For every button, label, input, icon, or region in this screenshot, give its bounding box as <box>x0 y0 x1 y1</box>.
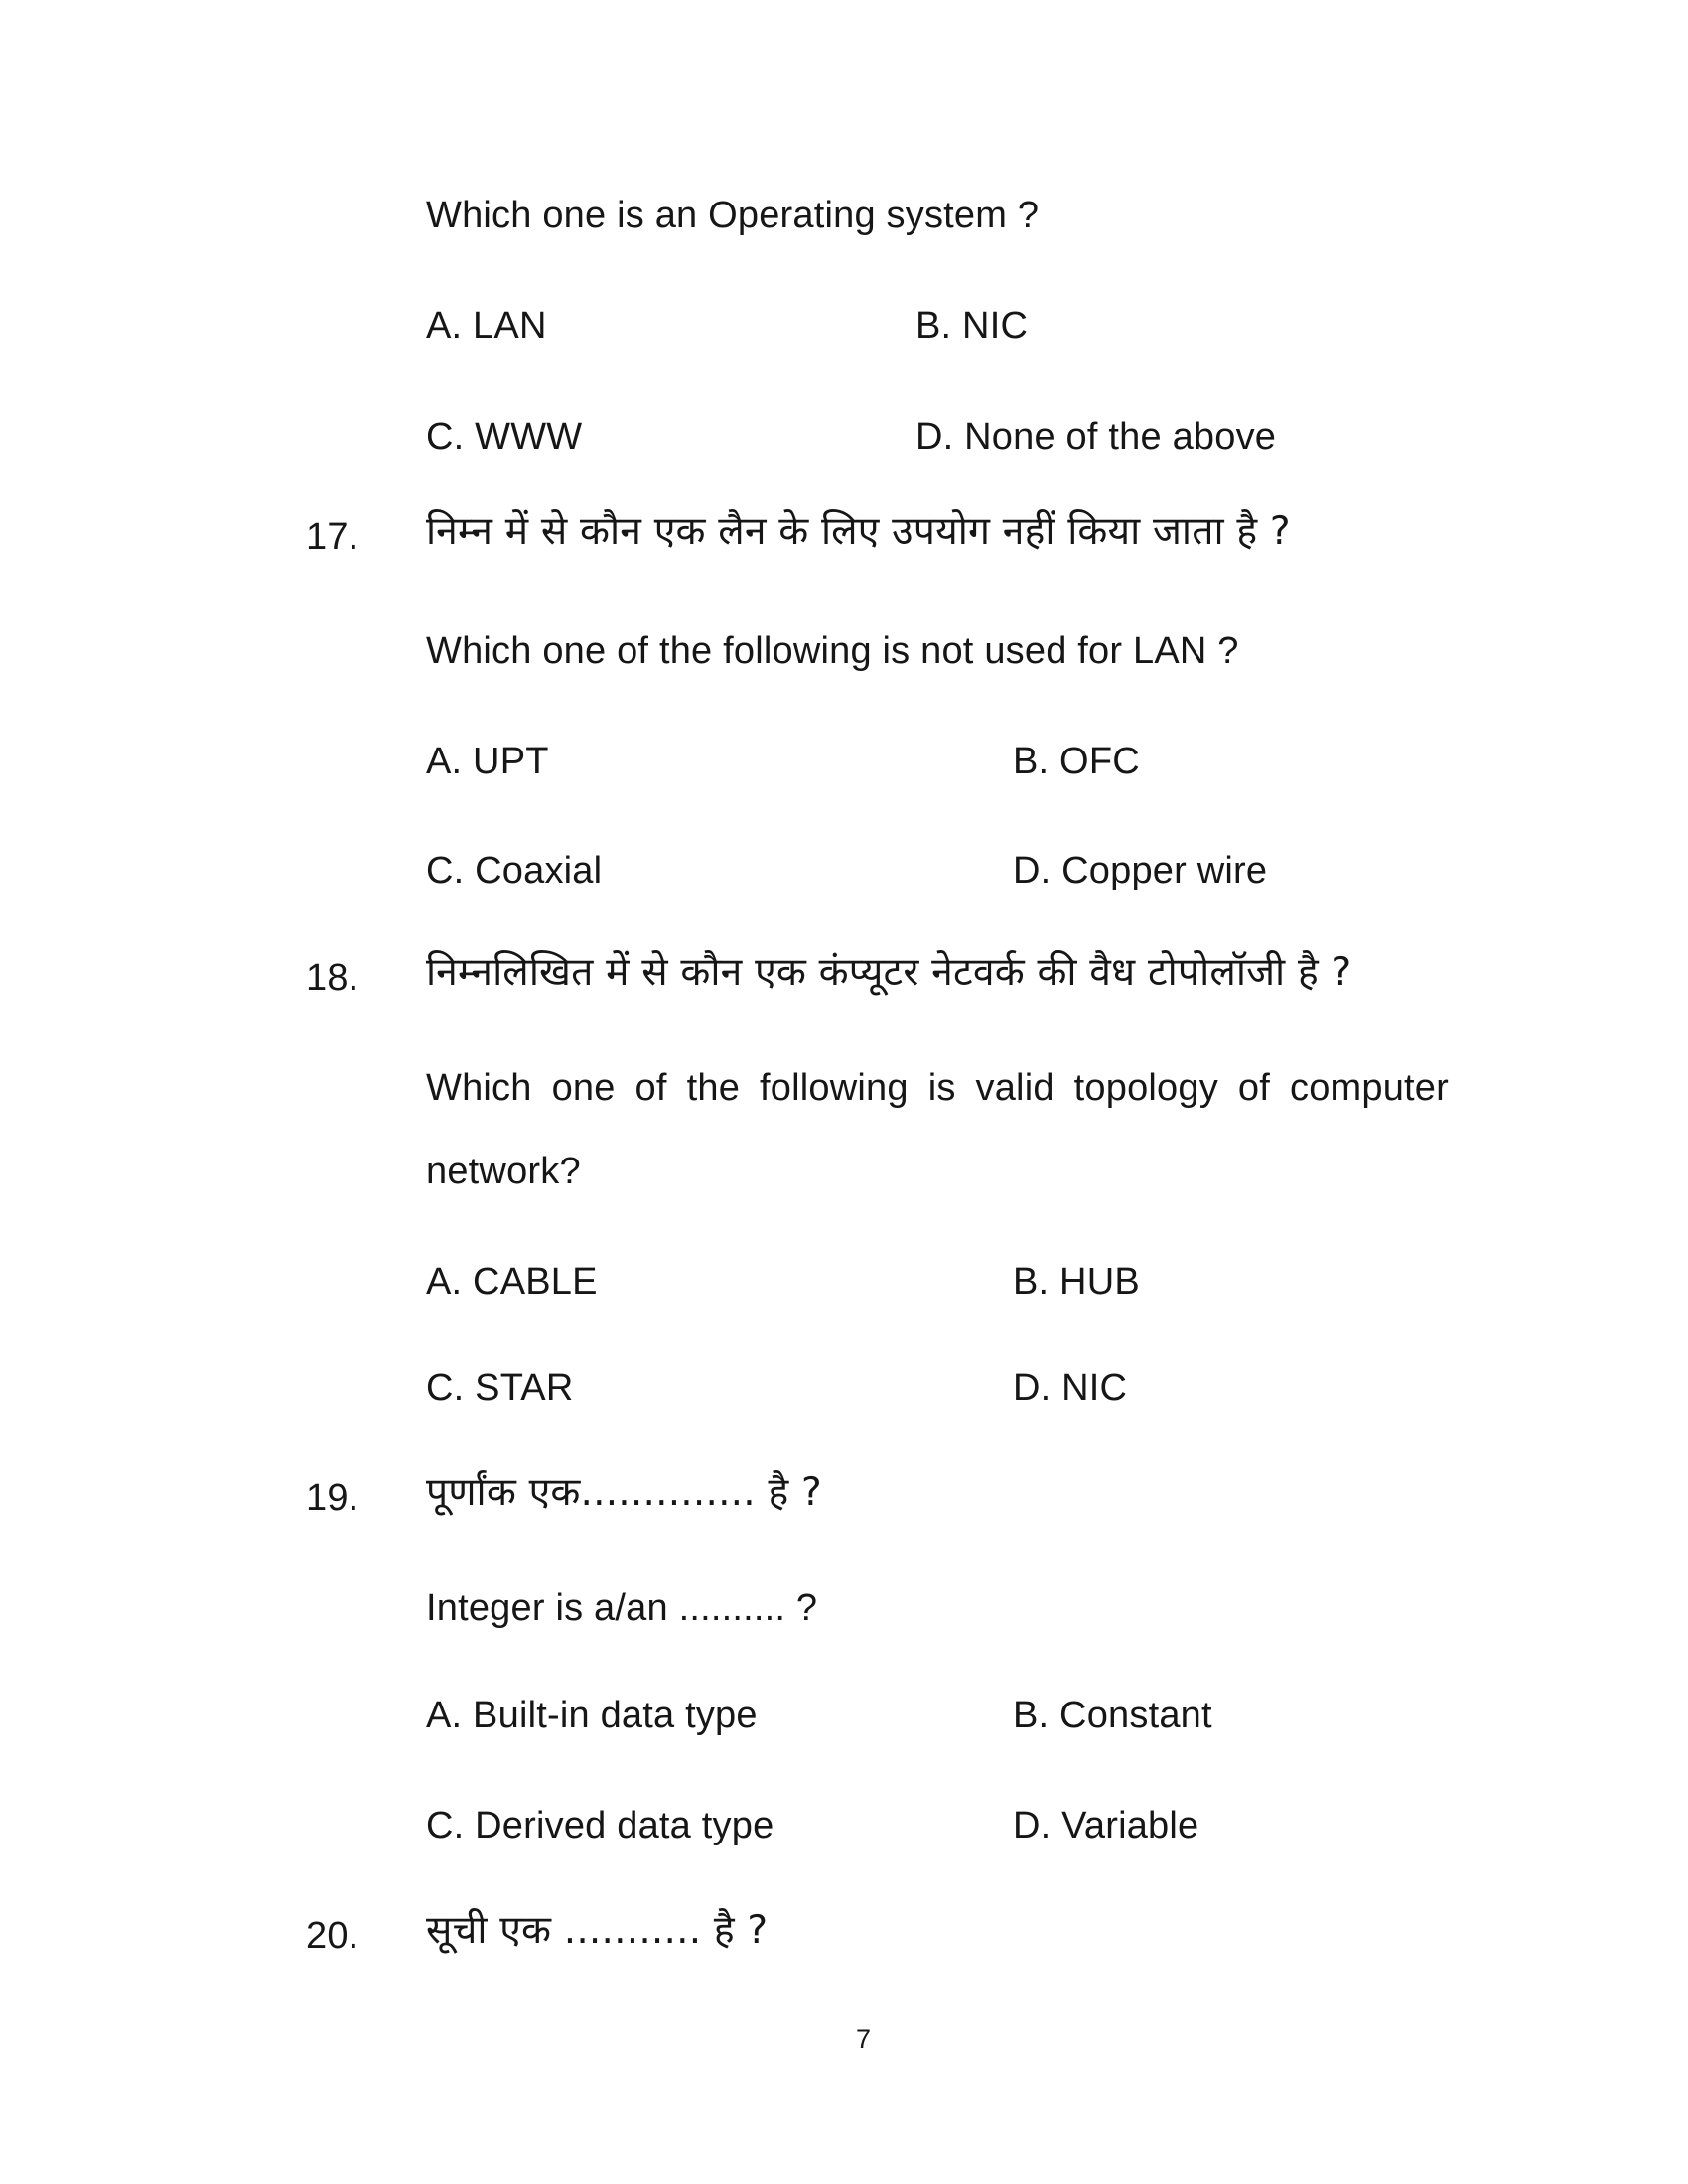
question-20-hindi: सूची एक ........... है ? <box>426 1908 769 1953</box>
question-19-english: Integer is a/an .......... ? <box>426 1587 818 1629</box>
question-16-english: Which one is an Operating system ? <box>426 195 1040 236</box>
question-19-option-b: B. Constant <box>1013 1695 1212 1736</box>
question-17-option-a: A. UPT <box>426 741 549 782</box>
question-18-hindi: निम्नलिखित में से कौन एक कंप्यूटर नेटवर्क की वैध टोपोलॉजी है ? <box>426 950 1352 995</box>
question-17-english: Which one of the following is not used for LAN ? <box>426 630 1239 672</box>
question-19-option-c: C. Derived data type <box>426 1805 774 1846</box>
question-19-option-a: A. Built-in data type <box>426 1695 758 1736</box>
question-17-option-c: C. Coaxial <box>426 850 603 891</box>
question-16-option-a: A. LAN <box>426 305 547 346</box>
question-17-option-d: D. Copper wire <box>1013 850 1268 891</box>
page-number: 7 <box>856 2024 872 2054</box>
question-19-hindi: पूर्णांक एक.............. है ? <box>426 1470 822 1515</box>
question-18-english-line1: Which one of the following is valid topology of computer <box>426 1067 1449 1109</box>
question-17-option-b: B. OFC <box>1013 741 1140 782</box>
question-18-option-a: A. CABLE <box>426 1261 598 1302</box>
question-18-option-b: B. HUB <box>1013 1261 1140 1302</box>
question-17-number: 17. <box>306 516 359 558</box>
question-16-option-d: D. None of the above <box>915 416 1277 458</box>
question-16-option-b: B. NIC <box>915 305 1029 346</box>
question-19-number: 19. <box>306 1477 359 1519</box>
question-17-hindi: निम्न में से कौन एक लैन के लिए उपयोग नहीं किया जाता है ? <box>426 509 1291 554</box>
question-18-number: 18. <box>306 957 359 999</box>
question-18-option-d: D. NIC <box>1013 1367 1128 1409</box>
question-20-number: 20. <box>306 1915 359 1957</box>
question-16-option-c: C. WWW <box>426 416 583 458</box>
question-19-option-d: D. Variable <box>1013 1805 1199 1846</box>
question-18-option-c: C. STAR <box>426 1367 574 1409</box>
question-18-english-line2: network? <box>426 1151 581 1192</box>
